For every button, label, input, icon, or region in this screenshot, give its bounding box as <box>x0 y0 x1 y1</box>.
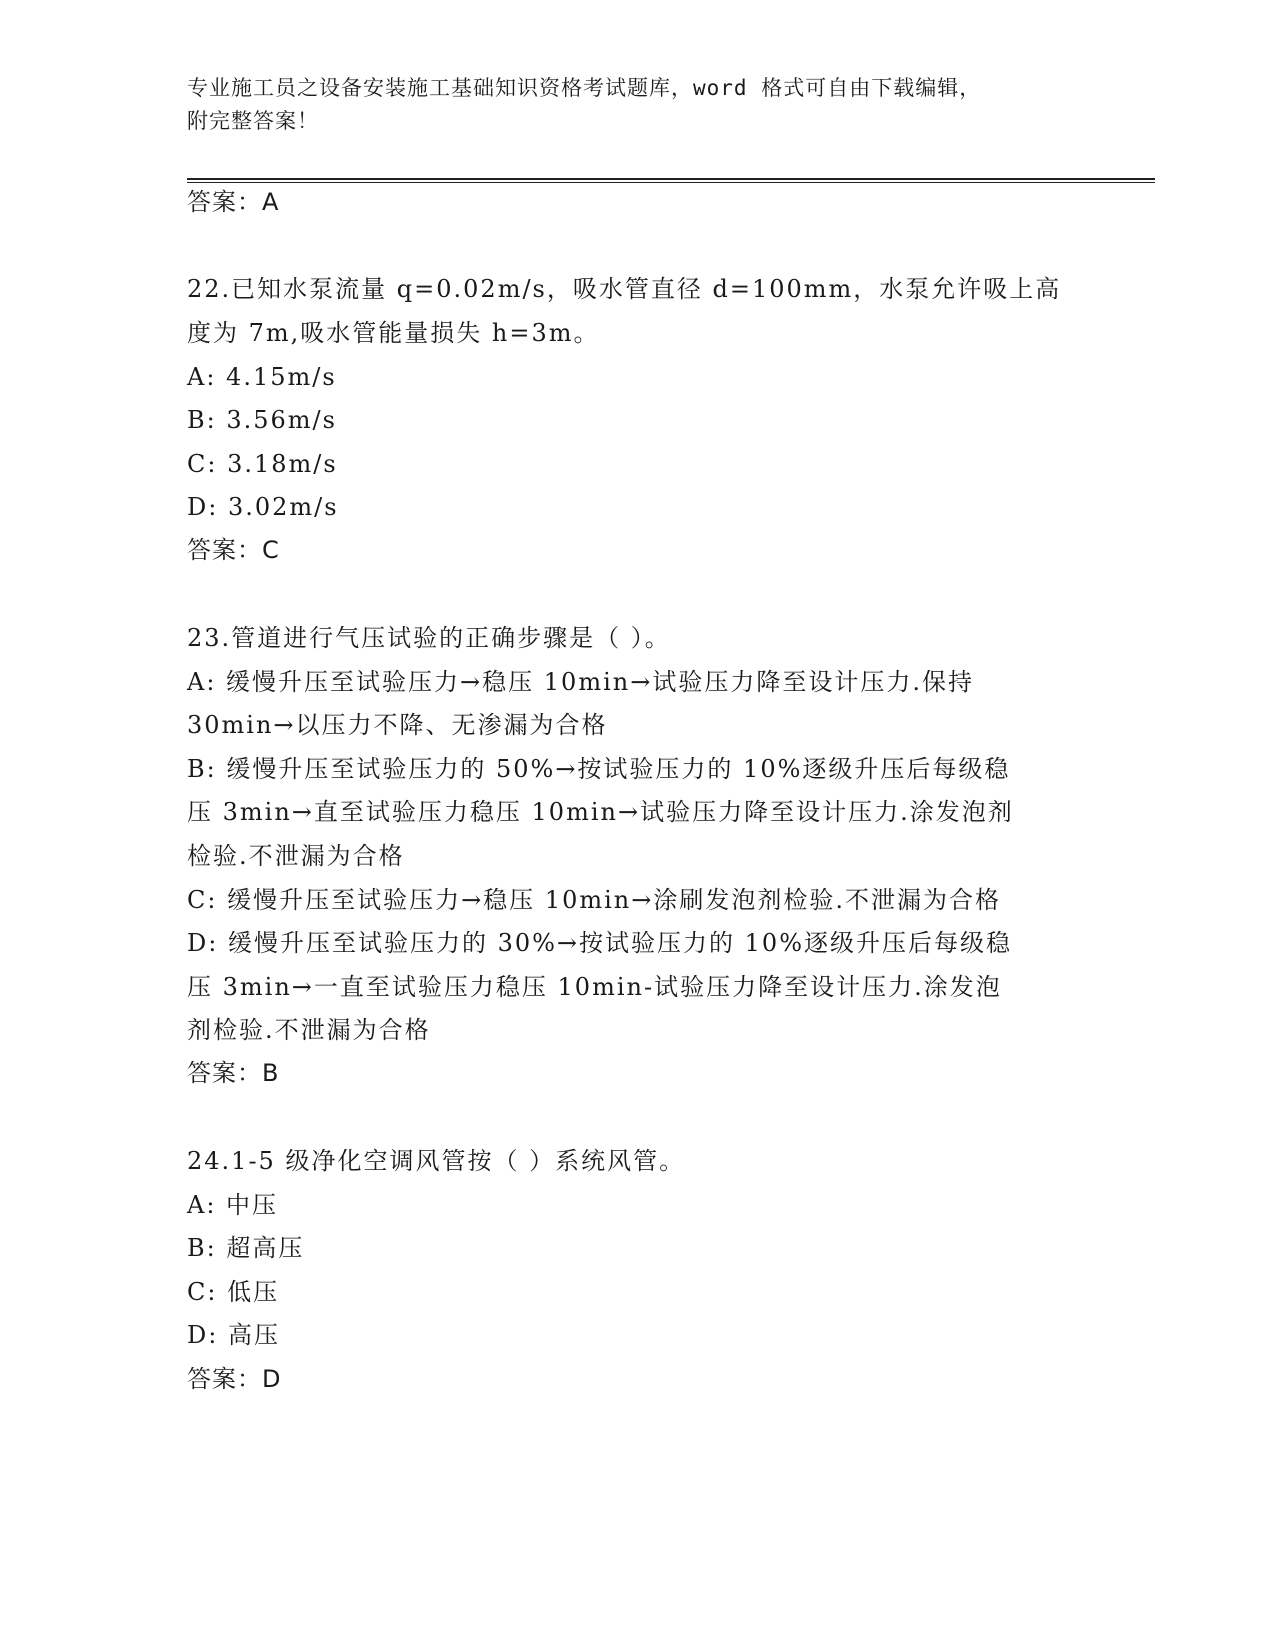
question-24-option-c: C: 低压 <box>187 1278 280 1306</box>
question-22-line-2: 度为 7m,吸水管能量损失 h=3m。 <box>187 319 600 347</box>
header-divider <box>187 178 1155 183</box>
question-24-line-1: 24.1-5 级净化空调风管按（ ）系统风管。 <box>187 1147 686 1175</box>
question-23-option-b-line-1: B: 缓慢升压至试验压力的 50%→按试验压力的 10%逐级升压后每级稳 <box>187 755 1011 783</box>
question-22-line-1: 22.已知水泵流量 q=0.02m/s，吸水管直径 d=100mm，水泵允许吸上高 <box>187 275 1062 303</box>
question-23-option-a-line-2: 30min→以压力不降、无渗漏为合格 <box>187 711 608 739</box>
question-24-option-a: A: 中压 <box>187 1191 279 1219</box>
header-line-1: 专业施工员之设备安装施工基础知识资格考试题库，word 格式可自由下载编辑， <box>187 76 982 100</box>
question-23-option-b-line-3: 检验.不泄漏为合格 <box>187 842 405 870</box>
question-24-option-d: D: 高压 <box>187 1321 280 1349</box>
question-22-option-b: B: 3.56m/s <box>187 406 337 434</box>
question-22-answer: 答案：C <box>187 536 280 564</box>
answer-previous: 答案：A <box>187 188 280 216</box>
header-line-2: 附完整答案！ <box>187 109 319 133</box>
question-22-option-a: A: 4.15m/s <box>187 363 337 391</box>
question-23-option-d-line-2: 压 3min→一直至试验压力稳压 10min-试验压力降至设计压力.涂发泡 <box>187 973 1002 1001</box>
question-23-option-c: C: 缓慢升压至试验压力→稳压 10min→涂刷发泡剂检验.不泄漏为合格 <box>187 886 1001 914</box>
question-23-option-b-line-2: 压 3min→直至试验压力稳压 10min→试验压力降至设计压力.涂发泡剂 <box>187 798 1014 826</box>
question-23-option-d-line-3: 剂检验.不泄漏为合格 <box>187 1016 431 1044</box>
document-header <box>187 72 1047 138</box>
question-23-line-1: 23.管道进行气压试验的正确步骤是（ ）。 <box>187 624 671 652</box>
question-22-option-d: D: 3.02m/s <box>187 493 339 521</box>
question-24-option-b: B: 超高压 <box>187 1234 305 1262</box>
question-23-answer: 答案：B <box>187 1059 280 1087</box>
question-23-option-a-line-1: A: 缓慢升压至试验压力→稳压 10min→试验压力降至设计压力.保持 <box>187 668 974 696</box>
question-24-answer: 答案：D <box>187 1365 282 1393</box>
question-22-option-c: C: 3.18m/s <box>187 450 338 478</box>
question-23-option-d-line-1: D: 缓慢升压至试验压力的 30%→按试验压力的 10%逐级升压后每级稳 <box>187 929 1013 957</box>
